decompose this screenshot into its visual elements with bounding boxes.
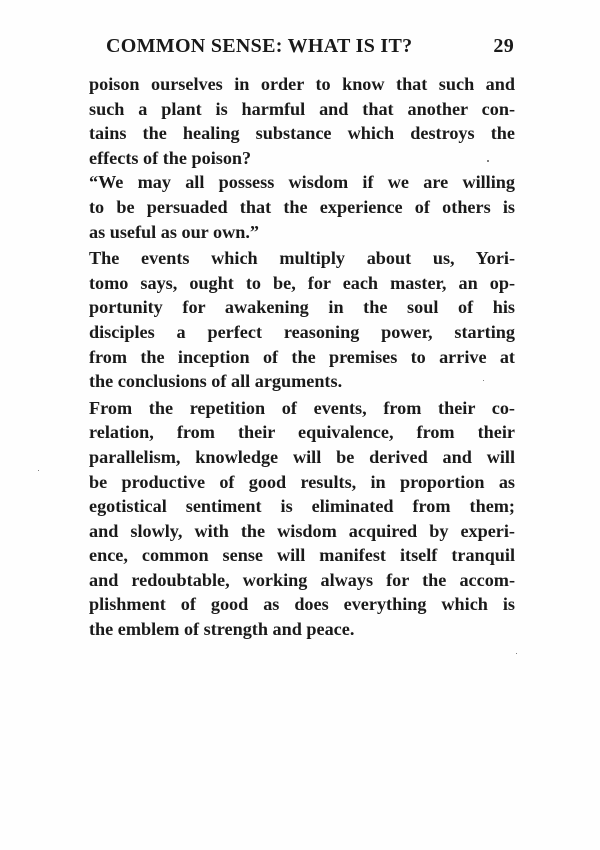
text-line: From the repetition of events, from their co-: [89, 397, 515, 418]
chapter-title: COMMON SENSE: WHAT IS IT?: [106, 35, 413, 57]
text-line: such a plant is harmful and that another con-: [89, 98, 515, 119]
running-head: [84, 34, 516, 58]
text-line: egotistical sentiment is eliminated from them;: [89, 496, 515, 517]
text-line: be productive of good results, in proportion as: [89, 471, 515, 492]
text-line: and redoubtable, working always for the accom-: [89, 569, 515, 590]
text-line: portunity for awakening in the soul of his: [89, 297, 515, 318]
text-line: “We may all possess wisdom if we are willing: [89, 172, 515, 193]
text-line: tomo says, ought to be, for each master, an op-: [89, 272, 515, 293]
paragraph-1: [89, 72, 515, 170]
ink-speck: [38, 470, 39, 471]
text-line: effects of the poison?: [89, 147, 252, 168]
text-line: relation, from their equivalence, from their: [89, 422, 515, 443]
paragraph-3: [89, 246, 515, 394]
text-line: and slowly, with the wisdom acquired by experi-: [89, 520, 515, 541]
ink-speck: [516, 653, 517, 654]
paragraph-4: [89, 396, 515, 642]
text-line: parallelism, knowledge will be derived and will: [89, 446, 515, 467]
text-line: from the inception of the premises to arrive at: [89, 346, 515, 367]
page-number: 29: [493, 35, 514, 57]
body-text: [89, 72, 515, 642]
text-line: The events which multiply about us, Yori-: [89, 248, 515, 269]
text-line: poison ourselves in order to know that such and: [89, 74, 515, 94]
text-line: the emblem of strength and peace.: [89, 619, 355, 640]
text-line: ence, common sense will manifest itself tranquil: [89, 545, 515, 566]
text-line: the conclusions of all arguments.: [89, 371, 343, 392]
text-line: tains the healing substance which destroys the: [89, 123, 515, 144]
text-line: to be persuaded that the experience of others is: [89, 196, 515, 217]
paragraph-2: [89, 170, 515, 244]
ink-speck: [487, 160, 489, 162]
text-line: disciples a perfect reasoning power, starting: [89, 321, 515, 342]
text-line: as useful as our own.”: [89, 221, 259, 242]
ink-speck: [483, 380, 484, 381]
text-line: plishment of good as does everything which is: [89, 594, 515, 615]
